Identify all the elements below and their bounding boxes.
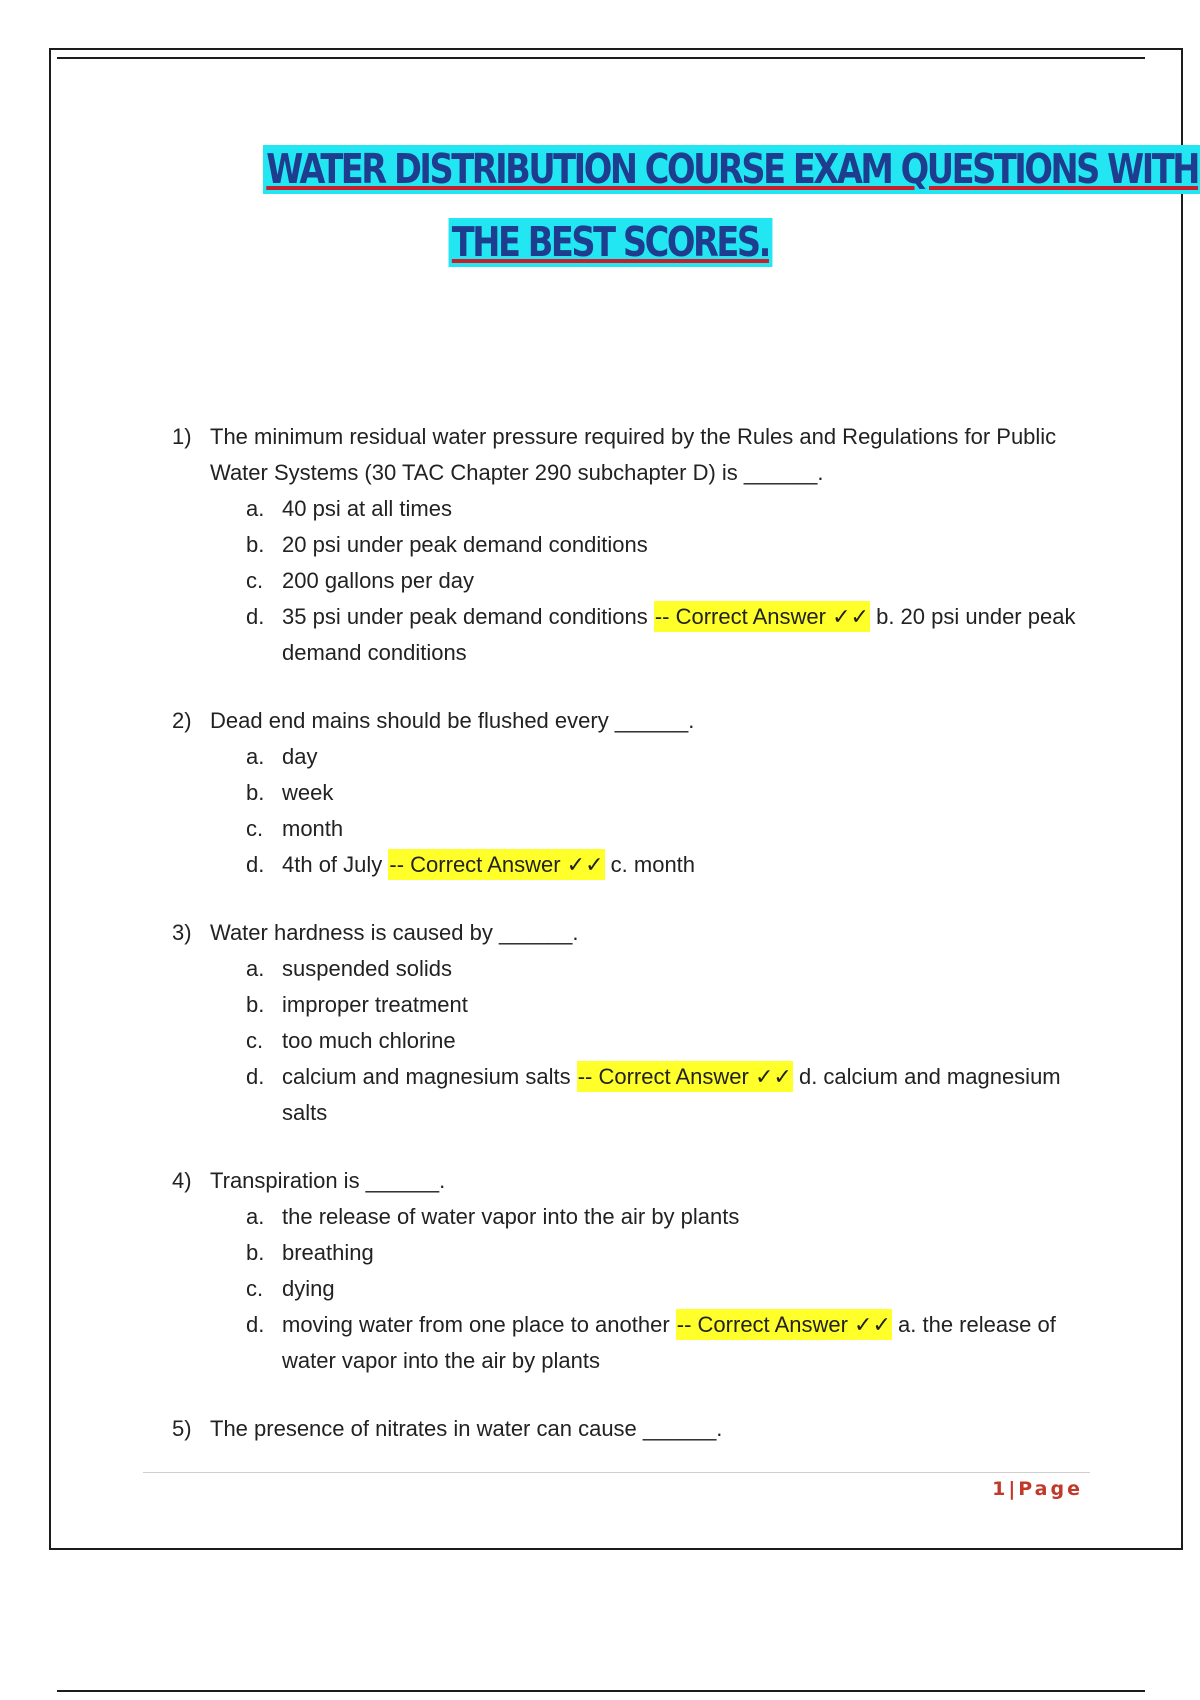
question-stem [172,1411,1092,1447]
option-letter: a. [246,1204,265,1229]
answer-option [246,775,1092,811]
option-letter: b. [246,532,265,557]
question-text: Water hardness is caused by ______. [210,920,579,945]
title-line-2: THE BEST SCORES. [448,218,772,267]
question-stem [172,703,1092,739]
answer-option [246,1059,1092,1131]
option-text: dying [282,1276,335,1301]
question-stem [172,1163,1092,1199]
question-item [172,419,1092,671]
correct-answer-text: c. month [610,852,696,877]
option-letter: c. [246,568,264,593]
correct-answer-marker: -- Correct Answer ✓✓ [577,1061,793,1092]
next-page-top-rule [57,1690,1145,1692]
option-letter: b. [246,780,265,805]
option-body [282,1199,1092,1235]
option-text: breathing [282,1240,374,1265]
option-body [282,527,1092,563]
option-text: 4th of July [282,852,383,877]
question-item [172,1411,1092,1447]
option-letter: b. [246,992,265,1017]
option-letter: a. [246,496,265,521]
option-letter: c. [246,816,264,841]
question-number: 5) [172,1416,192,1441]
question-number: 2) [172,708,192,733]
option-body [282,951,1092,987]
option-list [246,951,1092,1131]
option-body [282,1023,1092,1059]
option-text: 40 psi at all times [282,496,452,521]
option-text: too much chlorine [282,1028,456,1053]
answer-option [246,847,1092,883]
option-body [282,987,1092,1023]
option-text: moving water from one place to another [282,1312,670,1337]
option-letter: d. [246,1312,265,1337]
answer-option [246,951,1092,987]
option-letter: c. [246,1276,264,1301]
option-body [282,775,1092,811]
answer-option [246,1235,1092,1271]
option-letter: b. [246,1240,265,1265]
answer-option [246,527,1092,563]
answer-option [246,491,1092,527]
answer-option [246,1271,1092,1307]
option-letter: a. [246,744,265,769]
option-text: 200 gallons per day [282,568,475,593]
question-item [172,915,1092,1131]
option-list [246,739,1092,883]
answer-option [246,987,1092,1023]
option-body [282,1271,1092,1307]
option-letter: d. [246,852,265,877]
option-body [282,847,1092,883]
question-item [172,1163,1092,1379]
question-stem [172,419,1092,491]
option-body [282,1235,1092,1271]
correct-answer-text: d. calcium and magnesium salts [282,1064,1061,1125]
answer-option [246,563,1092,599]
answer-option [246,739,1092,775]
correct-answer-text: b. 20 psi under peak demand conditions [282,604,1076,665]
answer-option [246,1023,1092,1059]
correct-answer-text: a. the release of water vapor into the air by plants [282,1312,1056,1373]
option-body [282,1059,1092,1131]
correct-answer-marker: -- Correct Answer ✓✓ [654,601,870,632]
option-body [282,599,1092,671]
question-list [172,419,1092,1479]
option-text: month [282,816,344,841]
option-list [246,1199,1092,1379]
answer-option [246,1199,1092,1235]
option-letter: d. [246,604,265,629]
option-letter: d. [246,1064,265,1089]
question-text: Dead end mains should be flushed every ______. [210,708,695,733]
document-title [160,145,1198,267]
question-item [172,703,1092,883]
question-number: 1) [172,424,192,449]
top-rule [57,57,1145,59]
answer-option [246,811,1092,847]
option-text: the release of water vapor into the air by plants [282,1204,740,1229]
title-line-1: WATER DISTRIBUTION COURSE EXAM QUESTIONS WITH [263,145,1200,194]
question-text: The minimum residual water pressure required by the Rules and Regulations for Public Water Systems (30 TAC Chapter 290 subchapter D) is ______. [210,424,1057,485]
question-text: The presence of nitrates in water can cause ______. [210,1416,723,1441]
option-body [282,811,1092,847]
option-list [246,491,1092,671]
page-number: 1|Page [992,1478,1083,1500]
option-text: 35 psi under peak demand conditions [282,604,648,629]
option-text: improper treatment [282,992,468,1017]
question-number: 3) [172,920,192,945]
option-text: calcium and magnesium salts [282,1064,571,1089]
question-text: Transpiration is ______. [210,1168,446,1193]
option-text: day [282,744,318,769]
question-stem [172,915,1092,951]
option-body [282,1307,1092,1379]
option-text: week [282,780,334,805]
answer-option [246,1307,1092,1379]
option-body [282,739,1092,775]
question-number: 4) [172,1168,192,1193]
correct-answer-marker: -- Correct Answer ✓✓ [676,1309,892,1340]
option-body [282,491,1092,527]
option-body [282,563,1092,599]
correct-answer-marker: -- Correct Answer ✓✓ [388,849,604,880]
option-letter: c. [246,1028,264,1053]
option-letter: a. [246,956,265,981]
option-text: suspended solids [282,956,453,981]
option-text: 20 psi under peak demand conditions [282,532,648,557]
footer-rule [143,1472,1090,1473]
answer-option [246,599,1092,671]
